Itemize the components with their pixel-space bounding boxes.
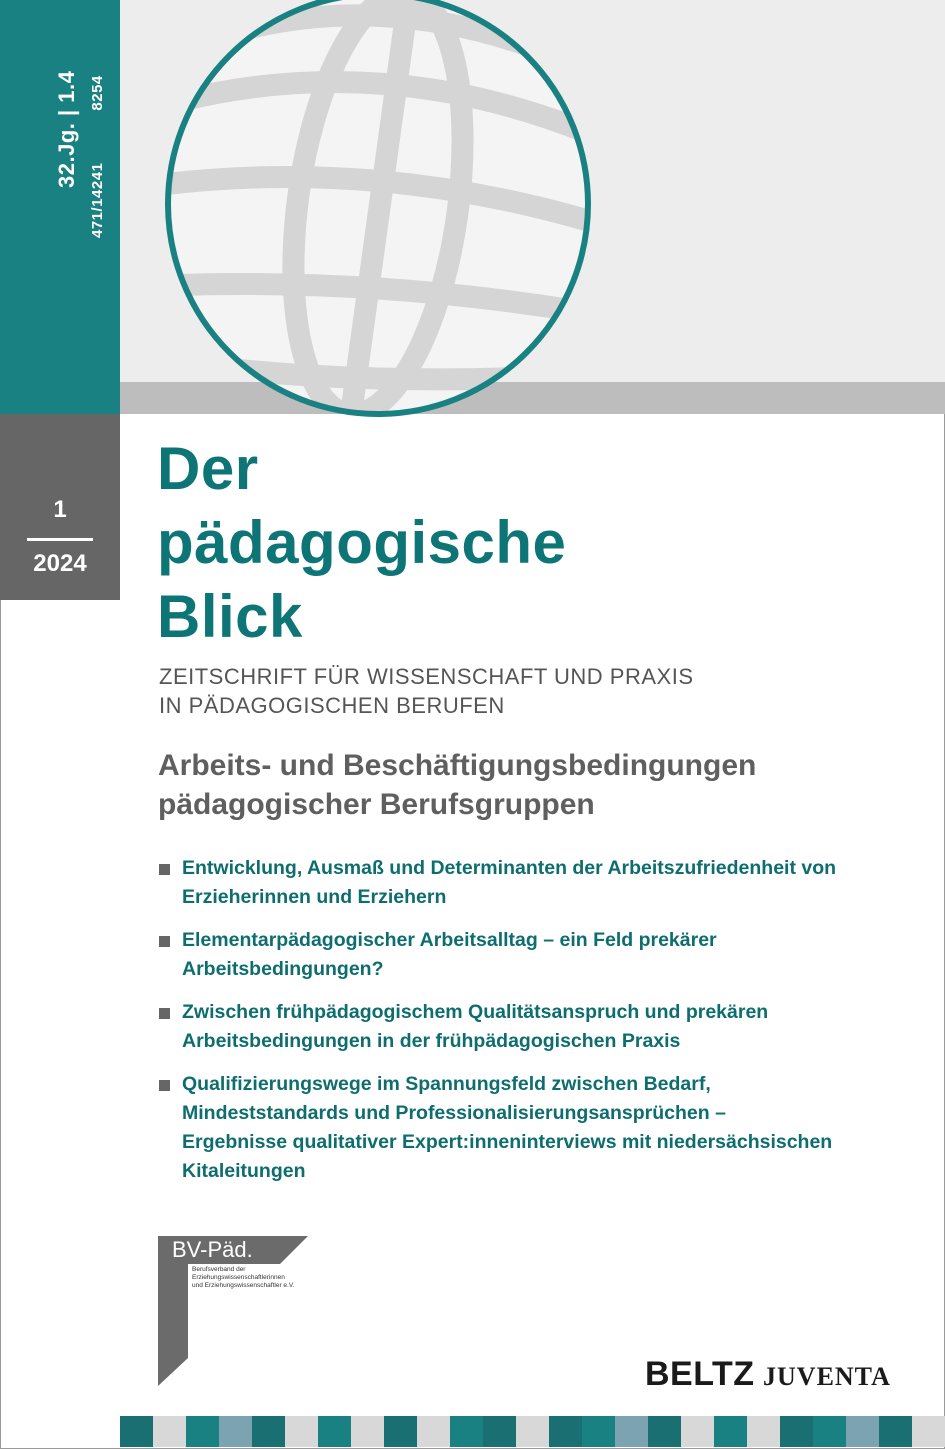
article-line: Mindeststandards und Professionalisierungsansprüchen – <box>182 1102 726 1124</box>
spine-code-left: 471/14241 <box>89 162 106 238</box>
article-line: Qualifizierungswege im Spannungsfeld zwischen Bedarf, <box>182 1073 711 1095</box>
color-block <box>351 1416 384 1447</box>
logo-fullname-line: Erziehungswissenschaftlerinnen <box>192 1274 285 1281</box>
color-block <box>483 1416 516 1447</box>
journal-title-line: Blick <box>157 583 303 650</box>
issue-year: 2024 <box>33 550 87 577</box>
article-list <box>158 854 898 1200</box>
color-block <box>582 1416 615 1447</box>
bottom-color-bar <box>120 1416 945 1447</box>
spine-code-right: 8254 <box>89 75 106 111</box>
color-block <box>153 1416 186 1447</box>
journal-subtitle-line: IN PÄDAGOGISCHEN BERUFEN <box>159 693 505 718</box>
article-line: Arbeitsbedingungen in der frühpädagogischen Praxis <box>182 1030 681 1052</box>
color-block <box>450 1416 483 1447</box>
article-line: Erzieherinnen und Erziehern <box>182 886 447 908</box>
bv-paed-logo-fullname <box>192 1266 332 1290</box>
article-item <box>158 998 898 1056</box>
publisher-logo <box>645 1356 891 1395</box>
article-line: Entwicklung, Ausmaß und Determinanten der Arbeitszufriedenheit von <box>182 857 837 879</box>
article-line: Zwischen frühpädagogischem Qualitätsanspruch und prekären <box>182 1001 769 1023</box>
color-block <box>219 1416 252 1447</box>
color-block <box>648 1416 681 1447</box>
square-bullet-icon <box>159 936 170 947</box>
color-block <box>714 1416 747 1447</box>
article-item <box>158 1070 898 1186</box>
color-block <box>252 1416 285 1447</box>
square-bullet-icon <box>159 864 170 875</box>
color-block <box>285 1416 318 1447</box>
article-line: Arbeitsbedingungen? <box>182 958 384 980</box>
color-block <box>747 1416 780 1447</box>
article-line: Ergebnisse qualitativer Expert:inneninterviews mit niedersächsischen <box>182 1131 833 1153</box>
color-block <box>549 1416 582 1447</box>
color-block <box>813 1416 846 1447</box>
issue-theme-line: Arbeits- und Beschäftigungsbedingungen <box>158 749 757 782</box>
color-block <box>615 1416 648 1447</box>
article-item <box>158 926 898 984</box>
bv-paed-logo-label: BV-Päd. <box>172 1237 253 1262</box>
square-bullet-icon <box>159 1080 170 1091</box>
color-block <box>780 1416 813 1447</box>
issue-theme-line: pädagogischer Berufsgruppen <box>158 788 595 821</box>
globe-icon <box>160 0 596 422</box>
issue-box <box>0 414 120 600</box>
article-line: Kitaleitungen <box>182 1160 306 1182</box>
publisher-beltz: BELTZ <box>645 1355 755 1393</box>
color-block <box>120 1416 153 1447</box>
spine-volume: 32.Jg. | 1.4 <box>54 70 79 188</box>
issue-divider <box>27 538 93 541</box>
logo-fullname-line: und Erziehungswissenschaftler e.V. <box>192 1282 295 1289</box>
color-block <box>384 1416 417 1447</box>
article-item <box>158 854 898 912</box>
journal-title-line: pädagogische <box>157 509 567 576</box>
journal-title-line: Der <box>157 435 259 502</box>
article-line: Elementarpädagogischer Arbeitsalltag – ein Feld prekärer <box>182 929 717 951</box>
color-block <box>912 1416 945 1447</box>
journal-subtitle-line: ZEITSCHRIFT FÜR WISSENSCHAFT UND PRAXIS <box>159 664 694 689</box>
square-bullet-icon <box>159 1008 170 1019</box>
color-block <box>417 1416 450 1447</box>
spine-text <box>0 0 120 414</box>
color-block <box>681 1416 714 1447</box>
journal-title <box>157 432 566 654</box>
color-block <box>516 1416 549 1447</box>
color-block <box>186 1416 219 1447</box>
logo-fullname-line: Berufsverband der <box>192 1266 246 1273</box>
issue-number: 1 <box>53 496 67 523</box>
color-block <box>846 1416 879 1447</box>
color-block <box>879 1416 912 1447</box>
issue-theme <box>158 746 756 824</box>
spine-code <box>89 75 106 238</box>
journal-subtitle <box>159 662 694 720</box>
publisher-juventa: JUVENTA <box>763 1362 891 1391</box>
color-block <box>318 1416 351 1447</box>
